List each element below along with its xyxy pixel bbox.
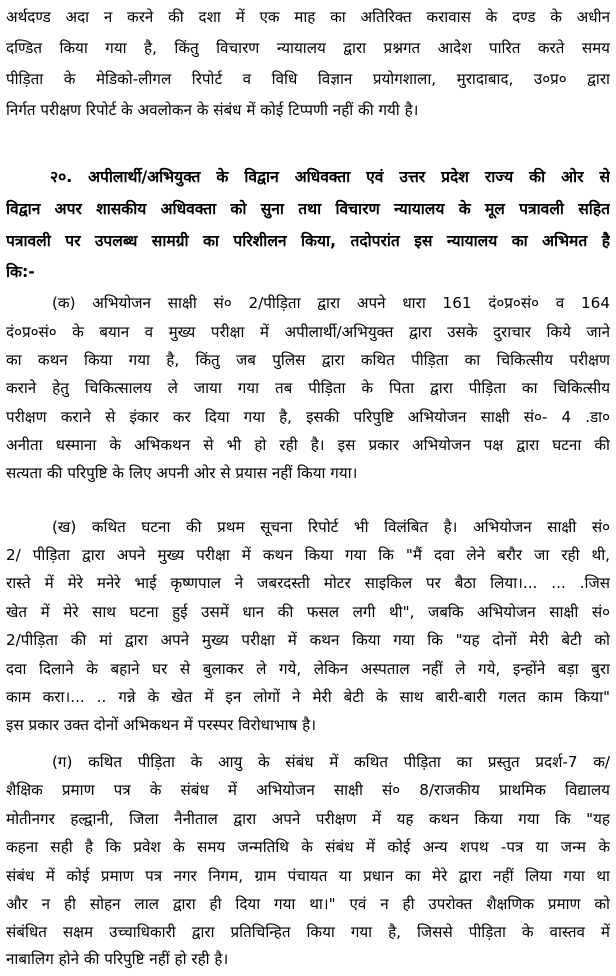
point-ga-line-2: शैक्षिक प्रमाण पत्र के संबंध में अभियोजन साक्षी सं० 8/राजकीय प्राथमिक विद्यालय [6, 781, 610, 799]
para20-line-1: २०. अपीलार्थी/अभियुक्त के विद्वान अधिवक्ता एवं उत्तर प्रदेश राज्य की ओर से [50, 168, 610, 186]
point-ga-line-5: संबंध में कोई प्रमाण पत्र नगर निगम, ग्राम पंचायत या प्रधान का मेरे द्वारा नहीं लिया गया था [6, 867, 610, 885]
point-kha-line-7: काम करा।... .. गन्ने के खेत में इन लोगों ने मेरी बेटी के साथ बारी-बारी गलत काम किया" [6, 688, 610, 706]
point-ka-line-6: अनीता धस्माना के अभिकथन से भी हो रही है। इस प्रकार अभियोजन पक्ष द्वारा घटना की [6, 436, 610, 454]
intro-line-2: दण्डित किया गया है, किंतु विचारण न्यायालय द्वारा प्रश्नगत आदेश पारित करते समय [6, 39, 610, 57]
para20-line-4: कि:- [6, 263, 35, 281]
point-ka-line-7: सत्यता की परिपुष्टि के लिए अपनी ओर से प्रयास नहीं किया गया। [6, 464, 358, 482]
point-ga-line-3: मोतीनगर हल्द्वानी, जिला नैनीताल द्वारा अपने परीक्षण में यह कथन किया गया कि "यह [6, 810, 610, 828]
point-kha-line-2: 2/ पीड़िता द्वारा अपने मुख्य परीक्षा में कथन किया गया कि "मैं दवा लेने बरौर जा रही थी, [6, 546, 610, 564]
intro-line-3: पीड़िता के मेडिको-लीगल रिपोर्ट व विधि विज्ञान प्रयोगशाला, मुरादाबाद, उ०प्र० द्वारा [6, 70, 610, 88]
point-ka-line-1: (क) अभियोजन साक्षी सं० 2/पीड़िता द्वारा अपने धारा 161 दं०प्र०सं० व 164 [52, 294, 610, 312]
point-ga-line-1: (ग) कथित पीड़िता के आयु के संबंध में कथित पीड़िता का प्रस्तुत प्रदर्श-7 क/ [52, 753, 610, 771]
para20-line-3: पत्रावली पर उपलब्ध सामग्री का परिशीलन किया, तदोपरांत इस न्यायालय का अभिमत है [6, 232, 610, 250]
point-kha-line-1: (ख) कथित घटना की प्रथम सूचना रिपोर्ट भी विलंबित है। अभियोजन साक्षी सं० [52, 518, 610, 536]
point-kha-line-8: इस प्रकार उक्त दोनों अभिकथन में परस्पर विरोधाभाष है। [6, 716, 316, 734]
intro-line-4: निर्गत परीक्षण रिपोर्ट के अवलोकन के संबंध में कोई टिप्पणी नहीं की गयी है। [6, 101, 419, 119]
point-ga-line-6: और न ही सोहन लाल द्वारा ही दिया गया था।" एवं न ही उपरोक्त शैक्षणिक प्रमाण को [6, 895, 610, 913]
point-kha-line-6: दवा दिलाने के बहाने घर से बुलाकर ले गये, लेकिन अस्पताल नहीं ले गये, इन्होंने बड़ा बुरा [6, 660, 610, 678]
point-ka-line-4: कराने हेतु चिकित्सालय ले जाया गया तब पीड़िता के पिता द्वारा पीड़िता का चिकित्सीय [6, 379, 610, 397]
point-ka-line-5: परीक्षण कराने से इंकार कर दिया गया है, इसकी परिपुष्टि अभियोजन साक्षी सं०- 4 .डा० [6, 408, 610, 426]
point-ka-line-2: दं०प्र०सं० के बयान व मुख्य परीक्षा में अपीलार्थी/अभियुक्त द्वारा उसके दुराचार किये जाने [6, 323, 610, 341]
point-ga-line-7: संबंधित सक्षम उच्चाधिकारी द्वारा प्रतिचिन्हित किया गया है, जिससे पीड़िता के वास्तव में [6, 923, 610, 941]
point-ga-line-4: कहना सही है कि प्रवेश के समय जन्मतिथि के संबंध में कोई अन्य शपथ -पत्र या जन्म के [6, 838, 610, 856]
intro-line-1: अर्थदण्ड अदा न करने की दशा में एक माह का अतिरिक्त करावास के दण्ड के अधीन [6, 8, 610, 26]
point-kha-line-5: 2/पीड़िता की मां द्वारा अपने मुख्य परीक्षा में कथन किया गया कि "यह दोनों मेरी बेटी को [6, 631, 610, 649]
para20-line-2: विद्वान अपर शासकीय अधिवक्ता को सुना तथा विचारण न्यायालय के मूल पत्रावली सहित [6, 200, 610, 218]
point-kha-line-3: रास्ते में मेरे मनेरे भाई कृष्णपाल ने जबरदस्ती मोटर साइकिल पर बैठा लिया।... ... .जिस [6, 574, 610, 592]
point-ga-line-8: नाबालिग होने की परिपुष्टि नहीं हो रही है। [6, 950, 229, 968]
point-ka-line-3: का कथन किया गया है, किंतु जब पुलिस द्वारा कथित पीड़िता का चिकित्सीय परीक्षण [6, 351, 610, 369]
point-kha-line-4: खेत में मेरे साथ घटना हुई उसमें धान की फसल लगी थी", जबकि अभियोजन साक्षी सं० [6, 603, 610, 621]
